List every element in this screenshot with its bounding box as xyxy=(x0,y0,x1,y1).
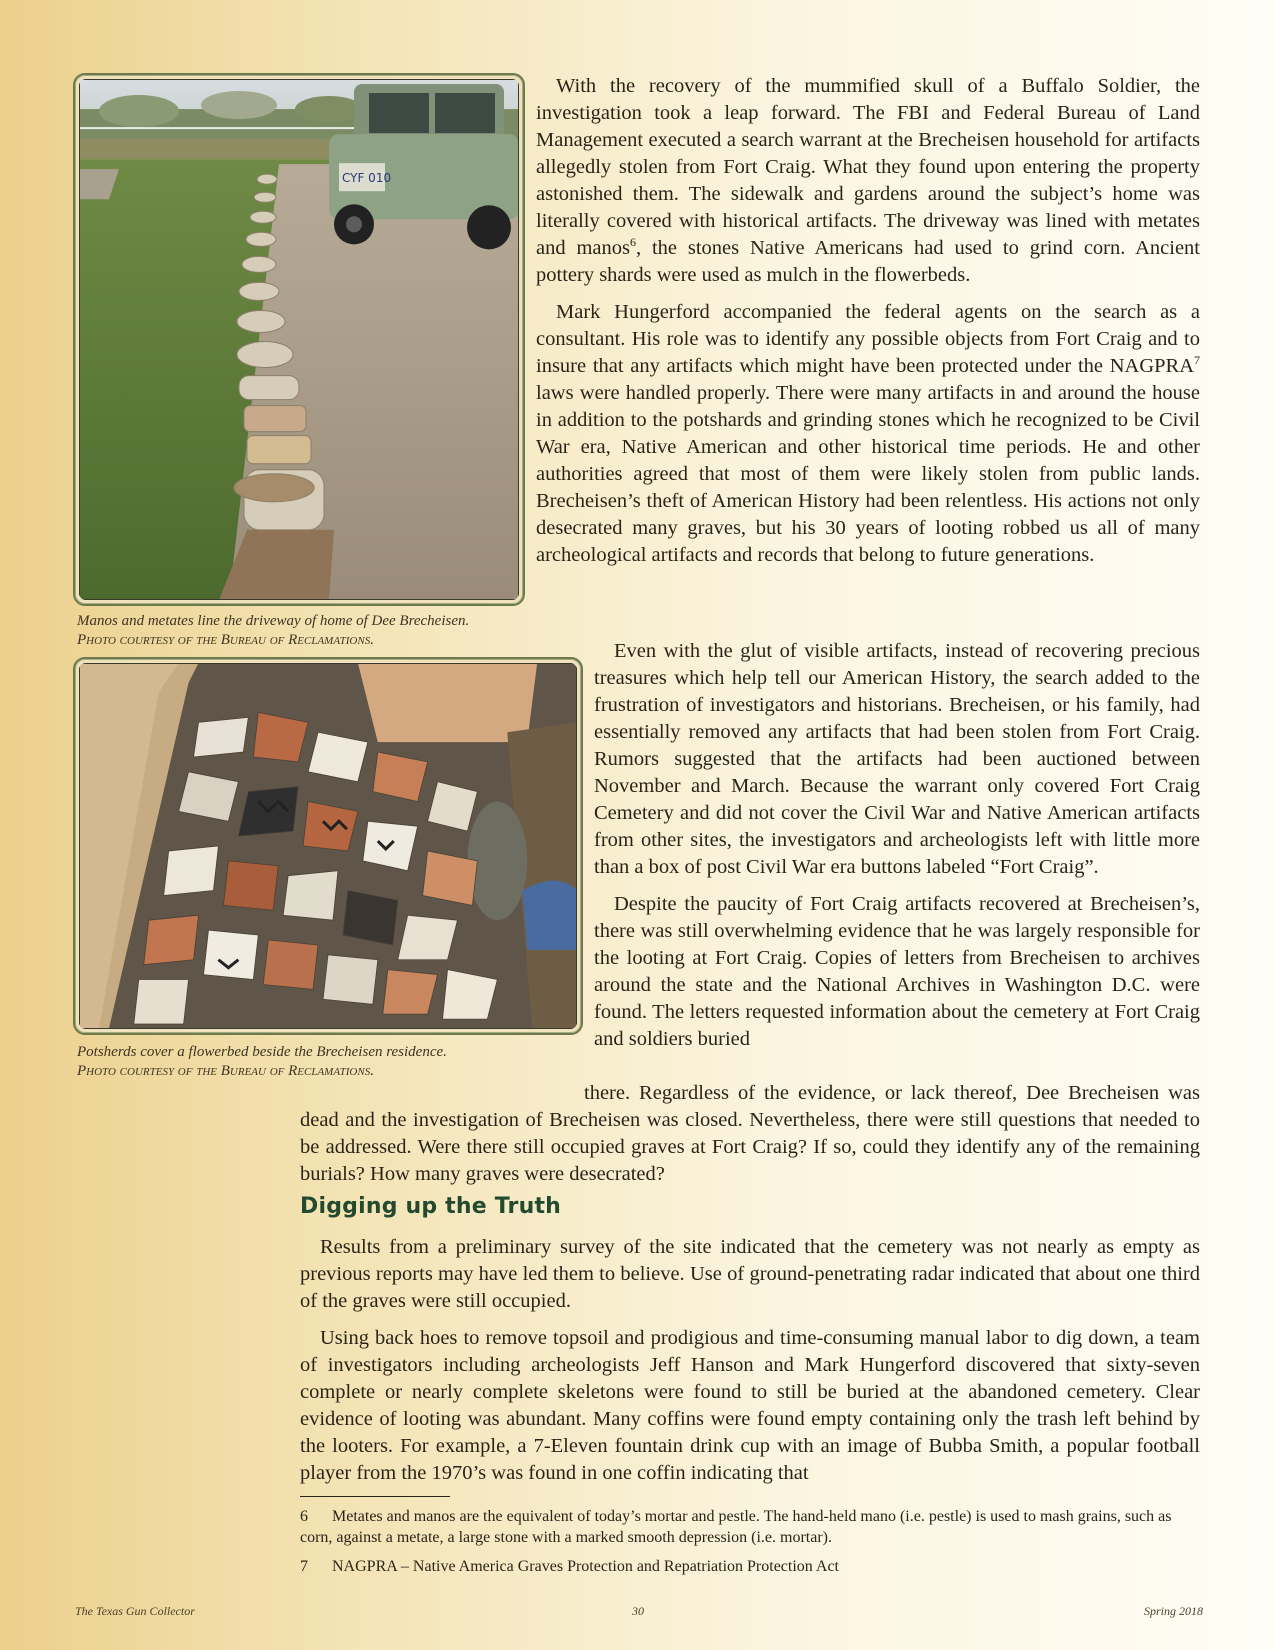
article-column-bottom xyxy=(300,1080,1200,1198)
photo-potsherds-caption-text: Potsherds cover a flowerbed beside the Brecheisen residence. xyxy=(77,1044,447,1060)
footnote-7-number: 7 xyxy=(300,1558,308,1575)
footer-page-number: 30 xyxy=(632,1604,644,1618)
article-paragraph-4-continued: there. Regardless of the evidence, or lack thereof, Dee Brecheisen was dead and the investigation of Brecheisen was closed. Nevertheless, there were still questions that needed to be addressed. Were there still occupied graves at Fort Craig? If so, could they identify any of the remaining burials? How many graves were desecrated? xyxy=(300,1082,1200,1185)
footnote-7-text: NAGPRA – Native America Graves Protection and Repatriation Protection Act xyxy=(332,1558,839,1575)
article-paragraph-2 xyxy=(536,299,1200,569)
photo-driveway-credit: Photo courtesy of the Bureau of Reclamations. xyxy=(77,632,374,648)
footer-issue: Spring 2018 xyxy=(1144,1604,1204,1618)
article-paragraph-5: Results from a preliminary survey of the site indicated that the cemetery was not nearly as empty as previous reports may have led them to believe. Use of ground-penetrating radar indicated that about one third of the graves were still occupied. xyxy=(300,1236,1200,1312)
p2-text-b: laws were handled properly. There were many artifacts in and around the house in addition to the potshards and grinding stones which he recognized to be Civil War era, Native American and other historical time periods. He and other authorities agreed that most of them were likely stolen from public lands. Brecheisen’s theft of American History had been relentless. His actions not only desecrated many graves, but his 30 years of looting robbed us all of many archeological artifacts and records that belong to future generations. xyxy=(536,382,1200,566)
photo-driveway-caption xyxy=(77,612,537,650)
article-column-middle xyxy=(594,638,1200,1063)
p1-text-a: With the recovery of the mummified skull of a Buffalo Soldier, the investigation took a leap forward. The FBI and Federal Bureau of Land Management executed a search warrant at the Brecheisen household for artifacts allegedly stolen from Fort Craig. What they found upon entering the property astonished them. The sidewalk and gardens around the subject’s home was literally covered with historical artifacts. The driveway was lined with metates and manos xyxy=(536,75,1200,259)
footnote-6-number: 6 xyxy=(300,1508,308,1525)
section-heading: Digging up the Truth xyxy=(300,1194,562,1219)
article-paragraph-3: Even with the glut of visible artifacts, instead of recovering precious treasures which help tell our American History, the search added to the frustration of investigators and historians. Brecheisen, or his family, had essentially removed any artifacts that had been stolen from Fort Craig. Rumors suggested that the artifacts had been auctioned between November and March. Because the warrant only covered Fort Craig Cemetery and did not cover the Civil War and Native American artifacts from other sites, the investigators and archeologists left with little more than a box of post Civil War era buttons labeled “Fort Craig”. xyxy=(594,640,1200,878)
footnote-ref-7: 7 xyxy=(1194,353,1200,368)
article-paragraph-1 xyxy=(536,73,1200,289)
footer-publication: The Texas Gun Collector xyxy=(75,1604,195,1618)
footnote-7 xyxy=(300,1556,1200,1577)
footnotes xyxy=(300,1506,1200,1585)
photo-potsherds-credit: Photo courtesy of the Bureau of Reclamations. xyxy=(77,1063,374,1079)
license-plate: CYF 010 xyxy=(342,171,392,186)
article-paragraph-6: Using back hoes to remove topsoil and prodigious and time-consuming manual labor to dig down, a team of investigators including archeologists Jeff Hanson and Mark Hungerford discovered that sixty-seven complete or nearly complete skeletons were found to still be buried at the abandoned cemetery. Clear evidence of looting was abundant. Many coffins were found empty containing only the trash left behind by the looters. For example, a 7-Eleven fountain drink cup with an image of Bubba Smith, a popular football player from the 1970’s was found in one coffin indicating that xyxy=(300,1327,1200,1484)
photo-potsherds xyxy=(79,663,577,1029)
driveway-photo-illustration xyxy=(79,79,519,600)
potsherds-photo-illustration xyxy=(79,663,577,1029)
article-paragraph-4: Despite the paucity of Fort Craig artifacts recovered at Brecheisen’s, there was still overwhelming evidence that he was largely responsible for the looting at Fort Craig. Copies of letters from Brecheisen to archives around the state and the National Archives in Washington D.C. were found. The letters requested information about the cemetery at Fort Craig and soldiers buried xyxy=(594,893,1200,1050)
p2-text-a: Mark Hungerford accompanied the federal agents on the search as a consultant. His role was to identify any possible objects from Fort Craig and to insure that any artifacts which might have been protected under the NAGPRA xyxy=(536,301,1200,377)
photo-driveway-frame xyxy=(73,73,525,606)
p1-text-b: , the stones Native Americans had used to grind corn. Ancient pottery shards were used as mulch in the flowerbeds. xyxy=(536,237,1200,286)
photo-potsherds-caption xyxy=(77,1043,547,1081)
photo-driveway-caption-text: Manos and metates line the driveway of home of Dee Brecheisen. xyxy=(77,613,470,629)
footnote-6-text: Metates and manos are the equivalent of today’s mortar and pestle. The hand-held mano (i.e. pestle) is used to mash grains, such as corn, against a metate, a large stone with a marked smooth depression (i.e. mortar). xyxy=(300,1508,1172,1546)
article-column-section xyxy=(300,1234,1200,1497)
footnote-divider xyxy=(300,1496,450,1497)
footnote-6 xyxy=(300,1506,1200,1548)
article-column-top xyxy=(536,73,1200,579)
footnote-ref-6: 6 xyxy=(629,235,636,250)
photo-potsherds-frame xyxy=(73,657,583,1035)
photo-driveway xyxy=(79,79,519,600)
